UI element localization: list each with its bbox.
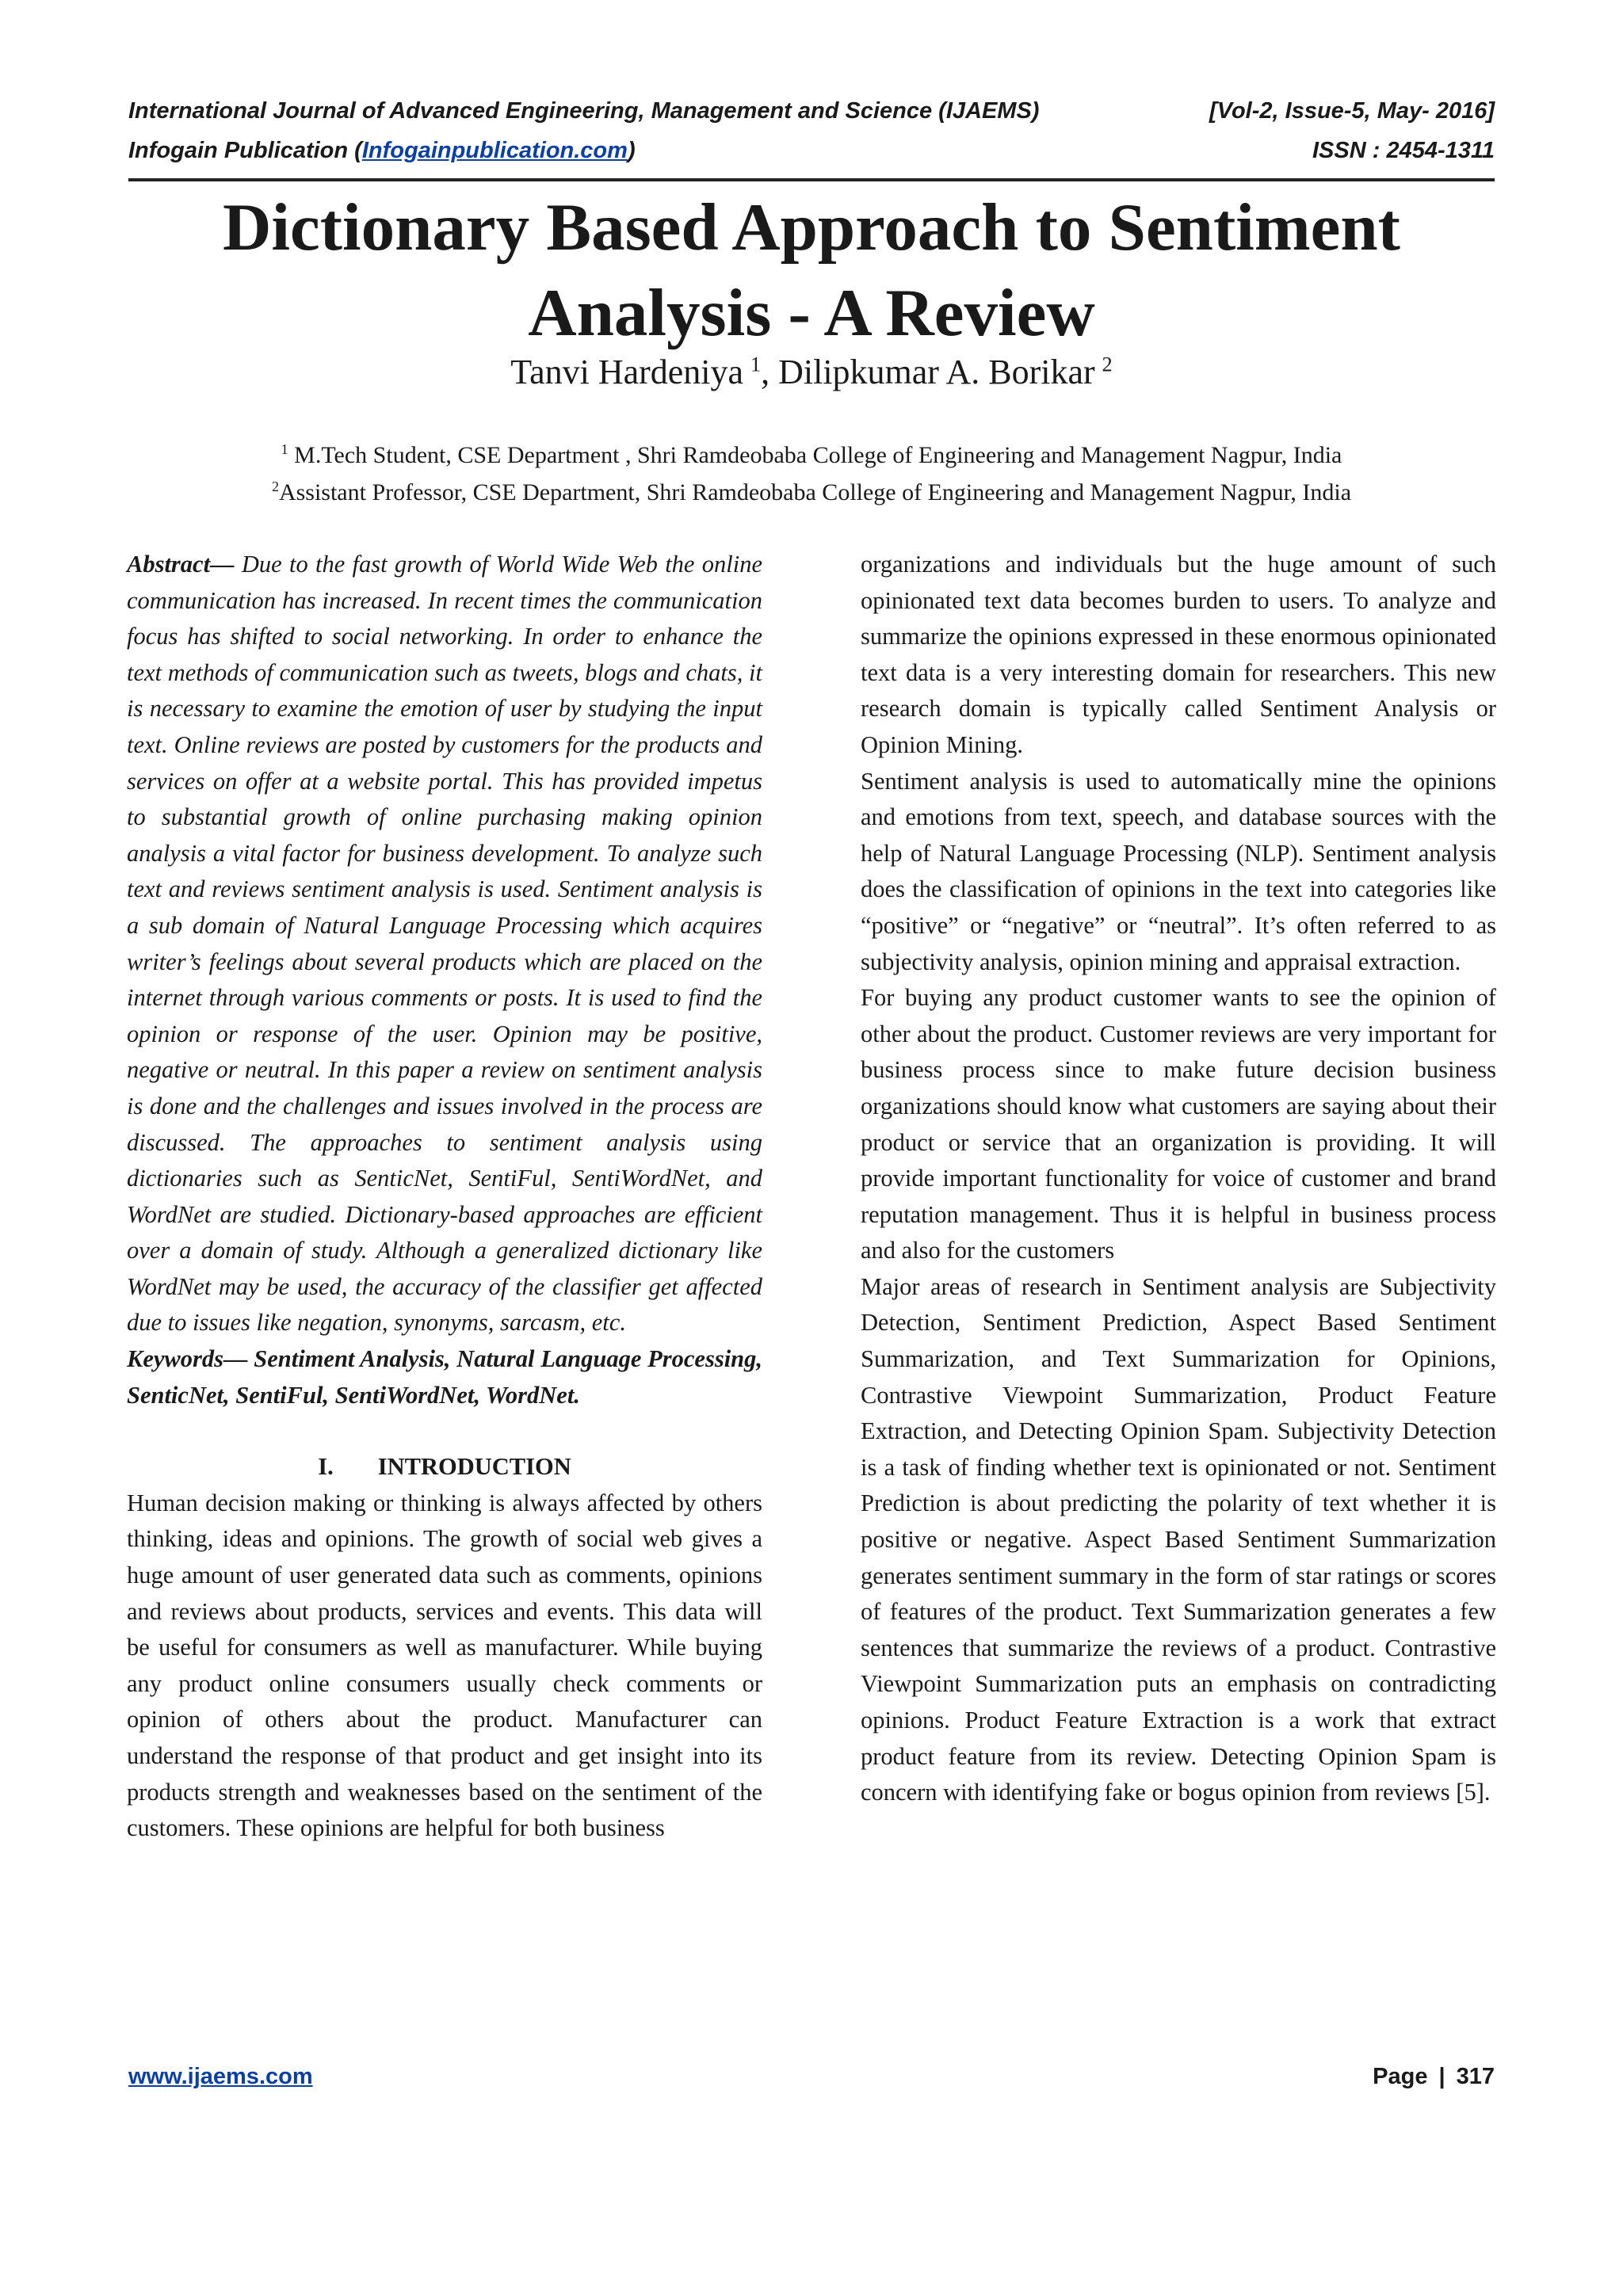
running-header-bottom xyxy=(128,138,1495,164)
page-footer xyxy=(128,2064,1495,2090)
title-line-2: Analysis - A Review xyxy=(528,276,1095,350)
intro-paragraph-1: Human decision making or thinking is always affected by others thinking, ideas and opinions. The growth of social web gives a huge amount of user generated data such as comments, opinions and reviews about products, services and events. This data will be useful for consumers as well as manufacturer. While buying any product online consumers usually check comments or opinion of others about the product. Manufacturer can understand the response of that product and get insight into its products strength and weaknesses based on the sentiment of the customers. These opinions are helpful for both business xyxy=(127,1489,762,1842)
keywords-label: Keywords— xyxy=(127,1345,248,1373)
page-number: 317 xyxy=(1456,2064,1495,2089)
page-label: Page xyxy=(1373,2064,1428,2089)
intro-paragraph-1-continued: organizations and individuals but the huge amount of such opinionated text data becomes burden to users. To analyze and summarize the opinions expressed in these enormous opinionated text data is a very interesting domain for researchers. This new research domain is typically called Sentiment Analysis or Opinion Mining. xyxy=(861,551,1496,758)
affiliation-2-text: Assistant Professor, CSE Department, Shri Ramdeobaba College of Engineering and Management Nagpur, India xyxy=(278,479,1352,505)
page-separator: | xyxy=(1438,2064,1445,2089)
journal-name: International Journal of Advanced Engineering, Management and Science (IJAEMS) xyxy=(128,98,1040,124)
author-2: Dilipkumar A. Borikar xyxy=(778,353,1095,391)
section-heading-introduction xyxy=(127,1449,762,1486)
publisher-suffix: ) xyxy=(627,138,636,163)
publisher-prefix: Infogain Publication ( xyxy=(128,138,362,163)
section-title: INTRODUCTION xyxy=(377,1453,571,1481)
author-separator: , xyxy=(761,353,779,391)
section-number: I. xyxy=(318,1453,334,1481)
intro-paragraph-4: Major areas of research in Sentiment analysis are Subjectivity Detection, Sentiment Prediction, Aspect Based Sentiment Summarization, and Text Summarization for Opinions, Contrastive Viewpoint Summarization, Product Feature Extraction, and Detecting Opinion Spam. Subjectivity Detection is a task of finding whether text is opinionated or not. Sentiment Prediction is about predicting the polarity of text whether it is positive or negative. Aspect Based Sentiment Summarization generates sentiment summary in the form of star ratings or scores of features of the product. Text Summarization generates a few sentences that summarize the reviews of a product. Contrastive Viewpoint Summarization puts an emphasis on contradicting opinions. Product Feature Extraction is a work that extract product feature from its review. Detecting Opinion Spam is concern with identifying fake or bogus opinion from reviews [5]. xyxy=(861,1272,1496,1806)
publisher-link[interactable]: Infogainpublication.com xyxy=(361,138,628,163)
intro-paragraph-2: Sentiment analysis is used to automatically mine the opinions and emotions from text, speech, and database sources with the help of Natural Language Processing (NLP). Sentiment analysis does the classification of opinions in the text into categories like “positive” or “negative” or “neutral”. It’s often referred to as subjectivity analysis, opinion mining and appraisal extraction. xyxy=(861,767,1496,975)
author-1: Tanvi Hardeniya xyxy=(510,353,744,391)
keywords-text: Sentiment Analysis, Natural Language Processing, SenticNet, SentiFul, SentiWordNet, WordNet. xyxy=(127,1345,762,1409)
keywords xyxy=(127,1341,762,1413)
intro-paragraph-3: For buying any product customer wants to see the opinion of other about the product. Customer reviews are very important for business process since to make future decision business organizations should know what customers are saying about their product or service that an organization is providing. It will provide important functionality for voice of customer and brand reputation management. Thus it is helpful in business process and also for the customers xyxy=(861,984,1496,1264)
journal-website-link[interactable]: www.ijaems.com xyxy=(128,2064,313,2089)
author-2-mark: 2 xyxy=(1102,352,1113,376)
paper-title xyxy=(128,185,1495,356)
affiliation-1-mark: 1 xyxy=(281,441,288,457)
affiliation-1-text: M.Tech Student, CSE Department , Shri Ramdeobaba College of Engineering and Management Nagpur, India xyxy=(288,442,1342,468)
title-line-1: Dictionary Based Approach to Sentiment xyxy=(223,190,1400,265)
abstract xyxy=(127,547,762,1341)
right-column xyxy=(861,547,1496,1811)
header-rule xyxy=(128,178,1495,181)
affiliation-2-mark: 2 xyxy=(271,479,279,494)
author-1-mark: 1 xyxy=(750,352,762,376)
volume-info: [Vol-2, Issue-5, May- 2016] xyxy=(1209,98,1495,124)
issn: ISSN : 2454-1311 xyxy=(1312,138,1495,163)
affiliation-2 xyxy=(128,477,1495,509)
page-number-block xyxy=(1373,2064,1495,2090)
affiliation-1 xyxy=(128,440,1495,471)
publisher-info xyxy=(128,138,636,164)
author-list xyxy=(128,350,1495,395)
abstract-label: Abstract— xyxy=(127,551,235,578)
left-column xyxy=(127,547,762,1847)
running-header-top xyxy=(128,98,1495,124)
abstract-text: Due to the fast growth of World Wide Web the online communication has increased. In recent times the communication focus has shifted to social networking. In order to enhance the text methods of communication such as tweets, blogs and chats, it is necessary to examine the emotion of user by studying the input text. Online reviews are posted by customers for the products and services on offer at a website portal. This has provided impetus to substantial growth of online purchasing making opinion analysis a vital factor for business development. To analyze such text and reviews sentiment analysis is used. Sentiment analysis is a sub domain of Natural Language Processing which acquires writer’s feelings about several products which are placed on the internet through various comments or posts. It is used to find the opinion or response of the user. Opinion may be positive, negative or neutral. In this paper a review on sentiment analysis is done and the challenges and issues involved in the process are discussed. The approaches to sentiment analysis using dictionaries such as SenticNet, SentiFul, SentiWordNet, and WordNet are studied. Dictionary-based approaches are efficient over a domain of study. Although a generalized dictionary like WordNet may be used, the accuracy of the classifier get affected due to issues like negation, synonyms, sarcasm, etc. xyxy=(127,551,762,1337)
